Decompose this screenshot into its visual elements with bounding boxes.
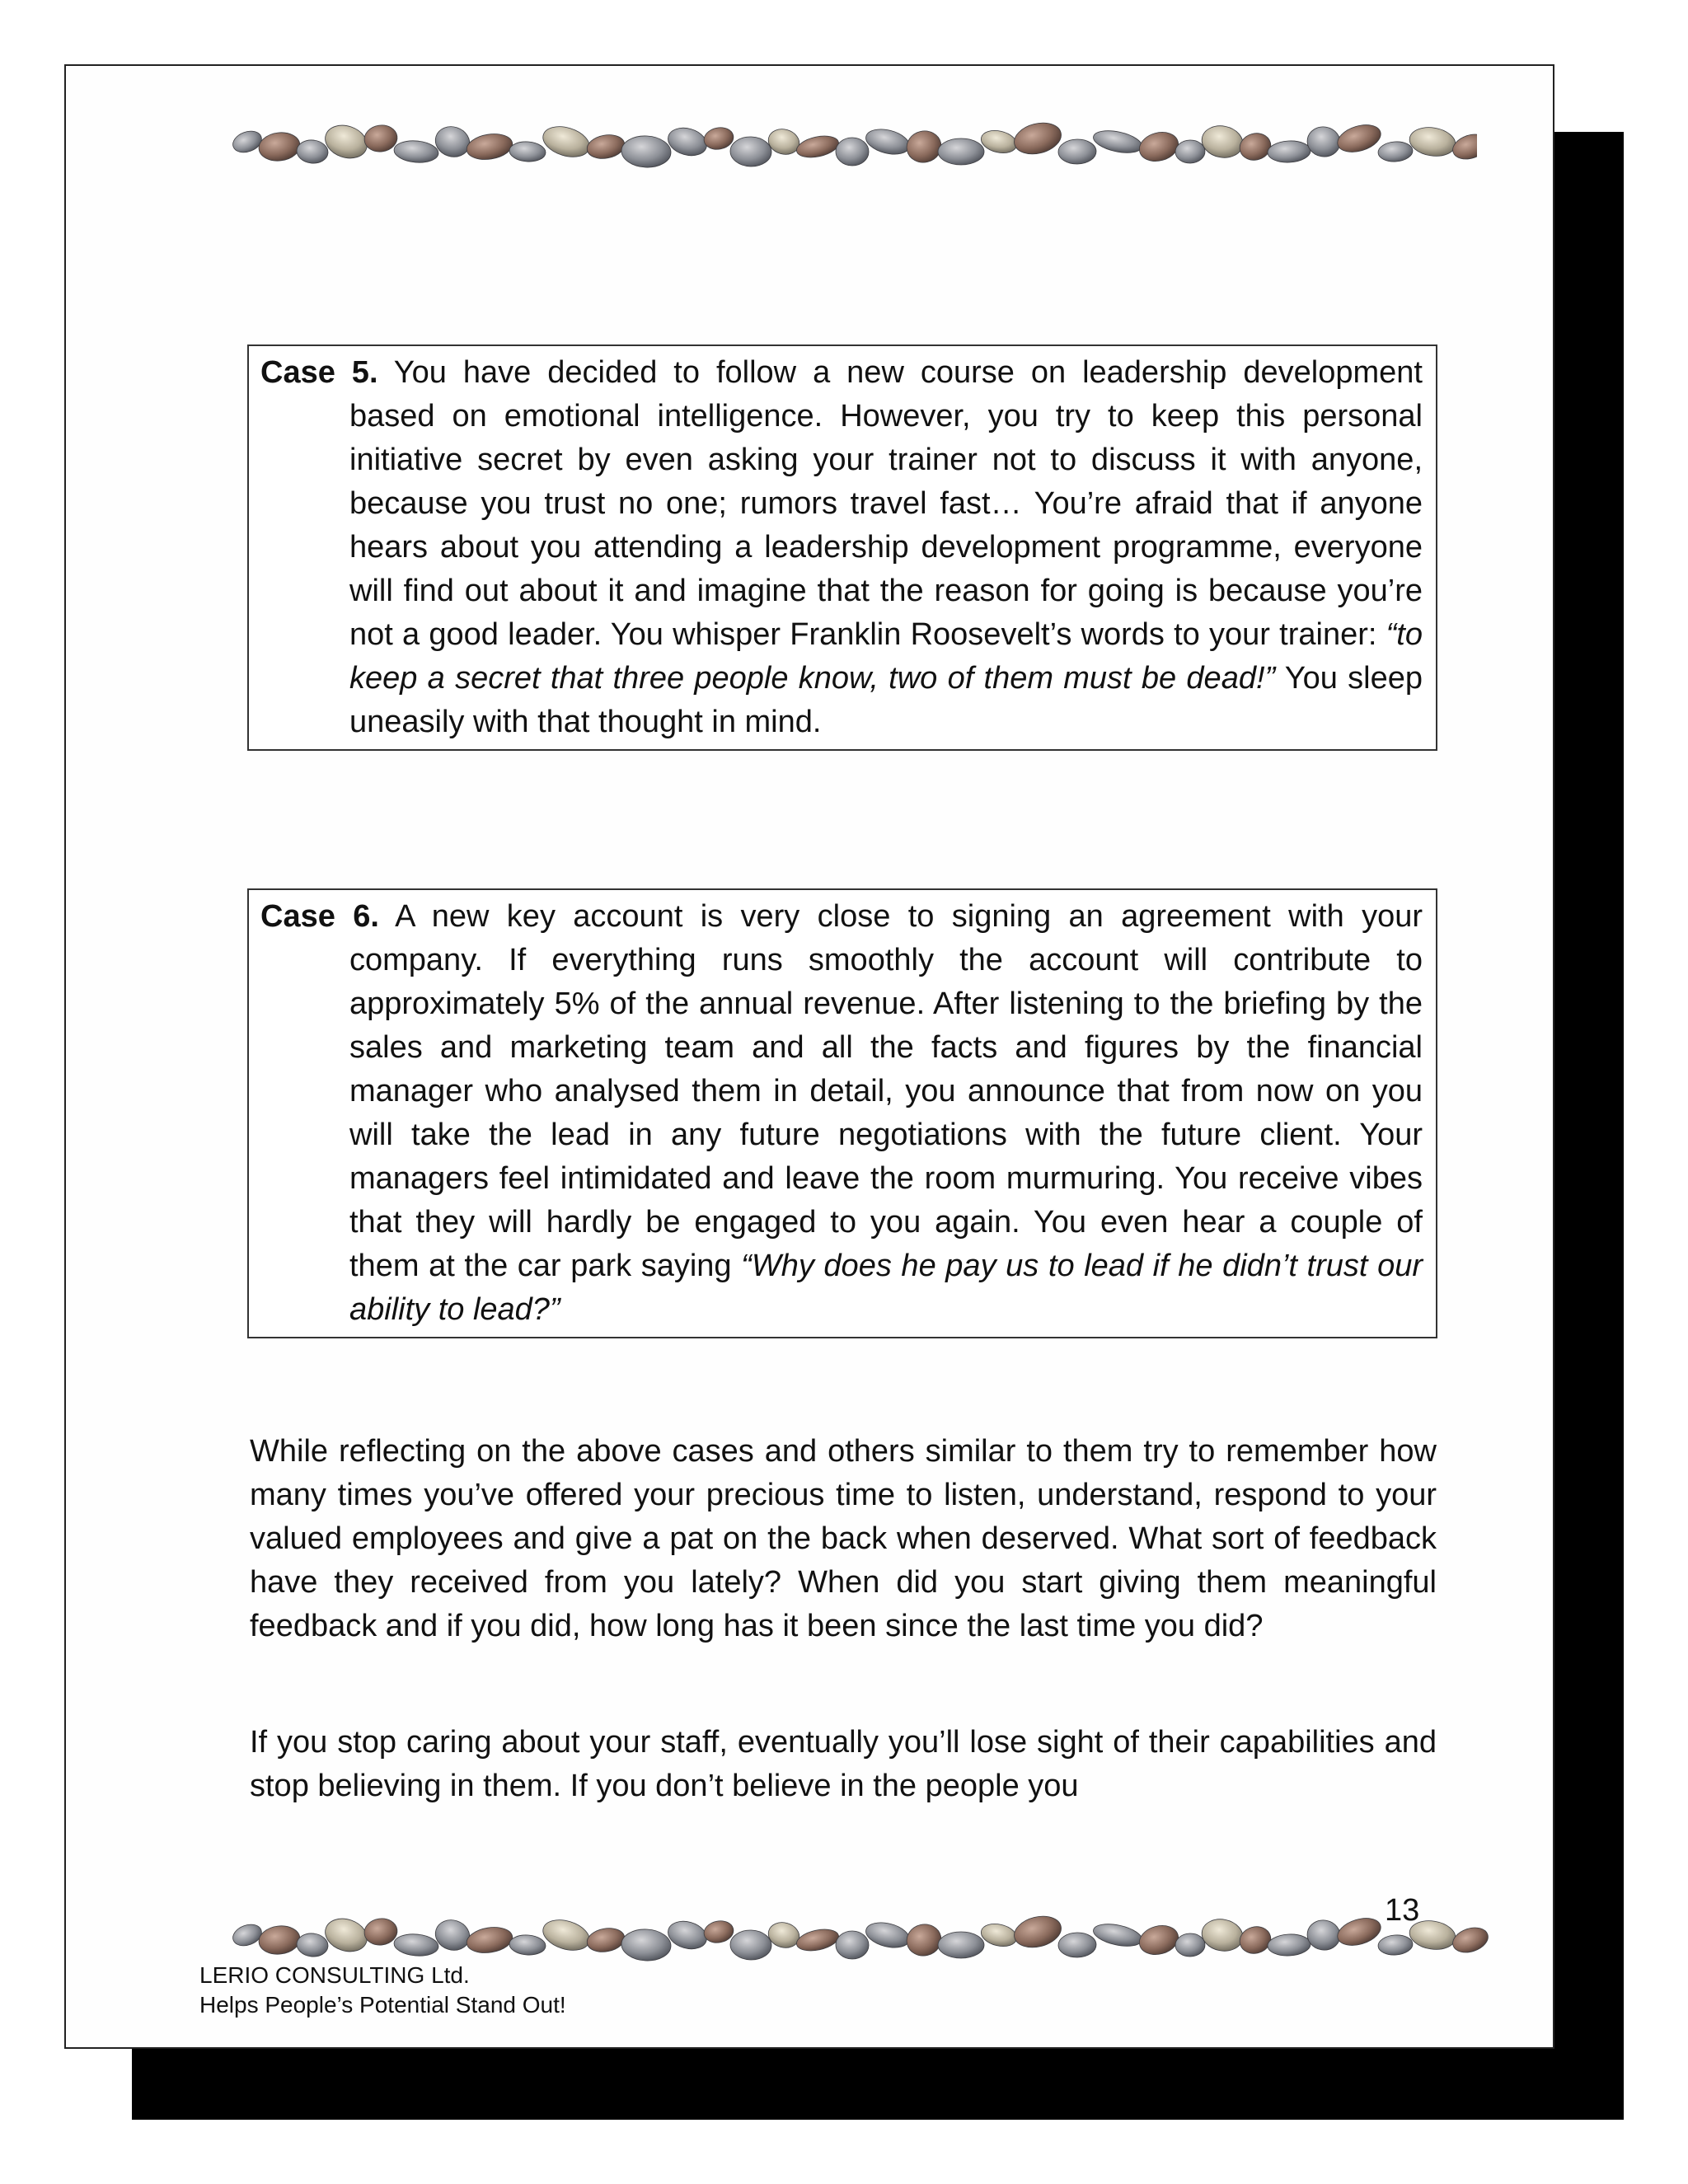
pebble-stone bbox=[621, 1928, 672, 1961]
pebble-stone bbox=[795, 1926, 841, 1954]
pebble-stone bbox=[665, 124, 710, 160]
pebble-stone bbox=[903, 128, 944, 166]
pebble-stone bbox=[257, 1924, 302, 1957]
pebble-stone bbox=[1091, 1920, 1144, 1950]
case-6-body: A new key account is very close to signing an agreement with your company. If everything runs smoothly the account will contribute to approximately 5% of the annual revenue. After listening to the briefing by the sales and marketing team and all the facts and figures by the financial manager who analysed them in detail, you announce that from now on you will take the lead in any future negotiations with the future client. Your managers feel intimidated and leave the room murmuring. You receive vibes that they will hardly be engaged to you again. You even hear a couple of them at the car park saying bbox=[349, 899, 1423, 1283]
pebble-stone bbox=[1091, 127, 1144, 157]
case-5-closing: You sleep uneasily with that thought in mind. bbox=[349, 661, 1423, 739]
pebble-stone bbox=[1305, 1918, 1343, 1952]
case-6-quote: “Why does he pay us to lead if he didn’t trust our ability to lead?” bbox=[349, 1249, 1423, 1327]
pebble-stone bbox=[585, 132, 626, 162]
case-5-box bbox=[247, 344, 1437, 751]
pebble-stone bbox=[1058, 139, 1097, 165]
pebble-stone bbox=[1136, 1921, 1181, 1958]
case-5-text bbox=[260, 351, 1423, 744]
pebble-stone bbox=[1305, 124, 1343, 159]
pebble-stone bbox=[729, 1929, 771, 1961]
pebble-stone bbox=[863, 125, 912, 158]
pebble-stone bbox=[1236, 1923, 1273, 1957]
pebble-stone bbox=[1377, 141, 1414, 163]
pebble-stone bbox=[1408, 124, 1458, 159]
pebble-stone bbox=[1199, 123, 1245, 162]
document-page bbox=[64, 64, 1554, 2049]
pebble-stone bbox=[836, 138, 870, 166]
pebble-stone bbox=[257, 130, 302, 163]
pebble-stone bbox=[665, 1917, 710, 1953]
pebble-stone bbox=[1334, 1914, 1384, 1950]
footer-tagline: Helps People’s Potential Stand Out! bbox=[199, 1992, 566, 2018]
pebble-stone bbox=[1377, 1934, 1414, 1957]
pebble-stone bbox=[539, 121, 593, 162]
pebble-stone bbox=[729, 136, 771, 167]
pebble-stone bbox=[393, 1933, 439, 1958]
pebble-stone bbox=[321, 1914, 372, 1957]
pebble-stone bbox=[393, 139, 439, 165]
body-paragraph-2: If you stop caring about your staff, eventually you’ll lose sight of their capabilities and stop believing in them. If you don’t believe in the people you bbox=[250, 1725, 1437, 1803]
pebble-stone bbox=[1011, 119, 1065, 159]
body-paragraph-1: While reflecting on the above cases and others similar to them try to remember how many times you’ve offered your precious time to listen, understand, respond to your valued employees and give a pat on the back when deserved. What sort of feedback have they received from you lately? When did you start giving them meaningful feedback and if you did, how long has it been since the last time you did? bbox=[250, 1434, 1437, 1643]
pebble-stone bbox=[1236, 129, 1273, 163]
pebble-stone bbox=[979, 127, 1020, 156]
pebble-stone bbox=[363, 123, 399, 153]
pebble-stone bbox=[938, 138, 984, 165]
pebble-stone bbox=[539, 1915, 593, 1955]
pebble-stone bbox=[1136, 128, 1181, 165]
pebble-stone bbox=[863, 1919, 912, 1952]
pebble-stone bbox=[702, 1919, 735, 1945]
pebble-stone bbox=[1334, 120, 1384, 157]
pebble-stone bbox=[1175, 139, 1206, 163]
case-5-label: Case 5. bbox=[260, 355, 378, 390]
page-number: 13 bbox=[1385, 1893, 1420, 1928]
pebble-stone bbox=[1199, 1916, 1245, 1955]
case-6-box bbox=[247, 888, 1437, 1338]
pebble-stone bbox=[465, 1924, 514, 1956]
pebble-stone bbox=[509, 1933, 546, 1956]
pebble-stone bbox=[321, 120, 372, 164]
case-6-label: Case 6. bbox=[260, 899, 379, 934]
pebble-stone bbox=[836, 1931, 870, 1960]
pebble-stone bbox=[1450, 130, 1477, 163]
pebble-stone bbox=[1175, 1933, 1206, 1957]
case-6-text bbox=[260, 895, 1423, 1332]
pebble-stone bbox=[465, 131, 514, 162]
pebble-stone bbox=[1450, 1924, 1491, 1957]
case-5-body: You have decided to follow a new course on leadership development based on emotional intelligence. However, you try to keep this personal initiative secret by even asking your trainer not to discuss it with anyone, because you trust no one; rumors travel fast… You’re afraid that if anyone hears about you attending a leadership development programme, everyone will find out about it and imagine that the reason for going is because you’re not a good leader. You whisper Franklin Roosevelt’s words to your trainer: bbox=[349, 355, 1423, 652]
pebble-stone bbox=[702, 125, 735, 152]
pebble-stone bbox=[903, 1921, 944, 1959]
pebble-stone bbox=[979, 1920, 1020, 1949]
pebble-stone bbox=[938, 1932, 984, 1958]
pebble-border-top bbox=[208, 96, 1477, 186]
pebble-stone bbox=[795, 133, 841, 161]
pebble-stone bbox=[1058, 1933, 1097, 1958]
pebble-stone bbox=[296, 138, 330, 165]
pebble-stone bbox=[621, 134, 672, 168]
pebble-stone bbox=[1267, 140, 1311, 164]
case-5-quote: “to keep a secret that three people know, two of them must be dead!” bbox=[349, 617, 1423, 696]
pebble-stone bbox=[296, 1932, 330, 1958]
footer-company-name: LERIO CONSULTING Ltd. bbox=[199, 1962, 470, 1988]
pebble-stone bbox=[1011, 1912, 1065, 1952]
pebble-stone bbox=[585, 1925, 626, 1955]
pebble-stone bbox=[1267, 1933, 1311, 1957]
pebble-stone bbox=[509, 140, 546, 162]
pebble-stone bbox=[363, 1916, 399, 1947]
